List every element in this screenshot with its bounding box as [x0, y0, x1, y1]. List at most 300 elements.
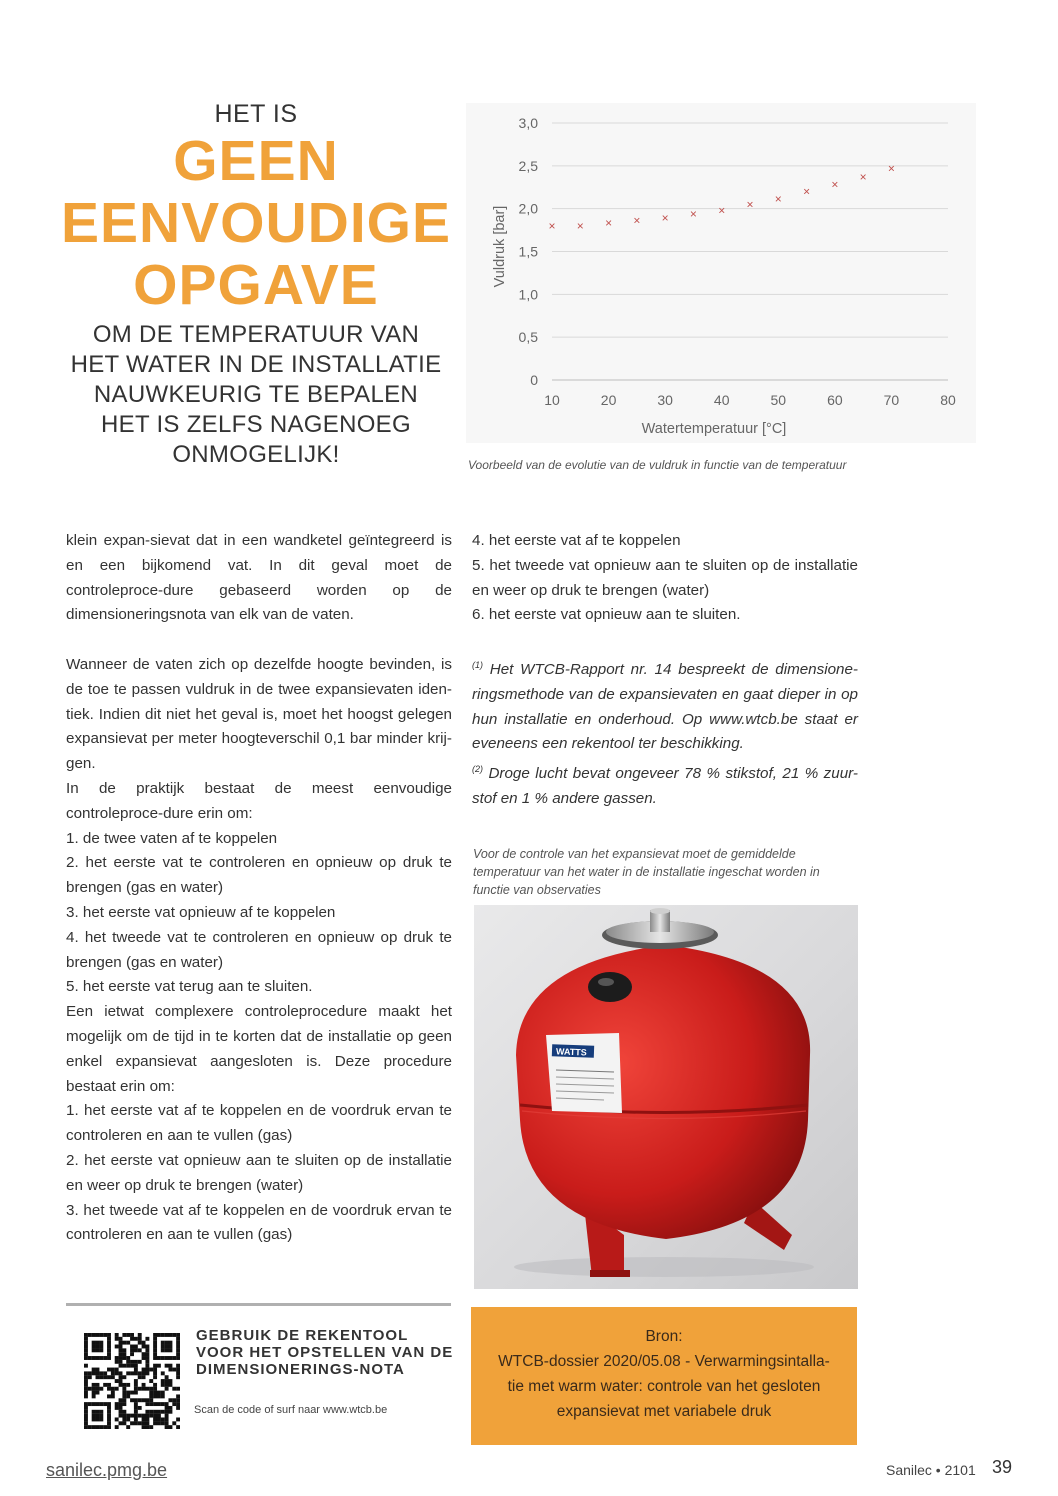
qr-module: [145, 1402, 149, 1406]
qr-module: [88, 1356, 92, 1360]
pull-quote-big-2: EENVOUDIGE: [60, 191, 452, 255]
qr-module: [92, 1417, 96, 1421]
qr-module: [165, 1425, 169, 1429]
qr-module: [107, 1410, 111, 1414]
list-item: 5. het eerste vat terug aan te sluiten.: [66, 978, 313, 996]
qr-module: [122, 1394, 126, 1398]
qr-module: [84, 1414, 88, 1418]
qr-module: [138, 1341, 142, 1345]
qr-module: [122, 1387, 126, 1391]
qr-module: [92, 1333, 96, 1337]
qr-module: [130, 1371, 134, 1375]
qr-module: [149, 1387, 153, 1391]
data-point: ×: [774, 192, 782, 207]
qr-module: [176, 1425, 180, 1429]
qr-module: [134, 1368, 138, 1372]
x-tick-label: 20: [600, 392, 617, 408]
qr-module: [92, 1383, 96, 1387]
qr-module: [99, 1341, 103, 1345]
data-point: ×: [576, 218, 584, 233]
qr-module: [122, 1414, 126, 1418]
qr-module: [153, 1421, 157, 1425]
qr-module: [119, 1352, 123, 1356]
qr-module: [153, 1414, 157, 1418]
qr-module: [130, 1352, 134, 1356]
qr-module: [130, 1360, 134, 1364]
qr-module: [142, 1352, 146, 1356]
qr-module: [149, 1379, 153, 1383]
qr-module: [122, 1352, 126, 1356]
source-colon: :: [678, 1328, 683, 1345]
qr-module: [142, 1375, 146, 1379]
qr-module: [92, 1410, 96, 1414]
source-heading: [471, 1324, 857, 1349]
qr-module: [92, 1371, 96, 1375]
pull-quote-big-3: OPGAVE: [133, 253, 379, 317]
footnote-mark: (1): [472, 659, 483, 670]
qr-module: [103, 1371, 107, 1375]
paragraph: In de praktijk bestaat de meest eenvoudige controleproce-dure erin om:: [66, 779, 452, 822]
qr-module: [119, 1379, 123, 1383]
x-tick-label: 60: [827, 392, 843, 408]
qr-module: [115, 1368, 119, 1372]
qr-module: [130, 1333, 134, 1337]
qr-module: [126, 1364, 130, 1368]
qr-module: [165, 1345, 169, 1349]
qr-module: [165, 1406, 169, 1410]
qr-module: [122, 1417, 126, 1421]
qr-module: [161, 1417, 165, 1421]
qr-module: [107, 1421, 111, 1425]
qr-module: [138, 1348, 142, 1352]
qr-module: [149, 1394, 153, 1398]
qr-module: [134, 1364, 138, 1368]
qr-module: [122, 1391, 126, 1395]
qr-module: [122, 1333, 126, 1337]
y-tick-label: 2,5: [518, 157, 538, 174]
qr-module: [92, 1394, 96, 1398]
qr-module: [115, 1379, 119, 1383]
qr-module: [161, 1371, 165, 1375]
qr-module: [107, 1394, 111, 1398]
qr-module: [157, 1421, 161, 1425]
qr-module: [84, 1391, 88, 1395]
list-item: 1. de twee vaten af te koppelen: [66, 829, 278, 847]
qr-module: [153, 1375, 157, 1379]
vessel-brand-label: WATTS: [555, 1046, 587, 1058]
qr-module: [88, 1402, 92, 1406]
qr-module: [92, 1345, 96, 1349]
qr-module: [134, 1398, 138, 1402]
qr-module: [145, 1345, 149, 1349]
qr-module: [157, 1356, 161, 1360]
qr-module: [149, 1425, 153, 1429]
qr-module: [142, 1425, 146, 1429]
qr-module: [145, 1356, 149, 1360]
qr-module: [153, 1371, 157, 1375]
qr-module: [138, 1375, 142, 1379]
qr-module: [84, 1341, 88, 1345]
qr-module: [165, 1410, 169, 1414]
qr-module: [84, 1421, 88, 1425]
qr-module: [119, 1410, 123, 1414]
qr-module: [176, 1345, 180, 1349]
qr-module: [122, 1410, 126, 1414]
qr-module: [126, 1417, 130, 1421]
qr-module: [168, 1383, 172, 1387]
qr-module: [168, 1333, 172, 1337]
qr-module: [99, 1371, 103, 1375]
qr-module: [99, 1387, 103, 1391]
qr-module: [119, 1371, 123, 1375]
qr-module: [145, 1410, 149, 1414]
expansion-vessel-photo: [474, 905, 858, 1289]
qr-module: [153, 1383, 157, 1387]
qr-module: [134, 1360, 138, 1364]
qr-module: [84, 1337, 88, 1341]
qr-module: [107, 1406, 111, 1410]
qr-module: [96, 1414, 100, 1418]
x-tick-label: 80: [940, 392, 956, 408]
qr-module: [115, 1406, 119, 1410]
qr-module: [161, 1379, 165, 1383]
qr-module: [126, 1333, 130, 1337]
list-item: 3. het tweede vat af te koppelen en de voordruk ervan te controleren en aan te vullen (gas): [66, 1201, 452, 1244]
qr-module: [99, 1402, 103, 1406]
x-tick-label: 10: [544, 392, 560, 408]
qr-module: [122, 1375, 126, 1379]
qr-module: [130, 1391, 134, 1395]
qr-module: [165, 1417, 169, 1421]
qr-module: [142, 1417, 146, 1421]
qr-module: [176, 1417, 180, 1421]
photo-caption: Voor de controle van het expansievat moet de gemiddelde temperatuur van het water in de installatie ingeschat worden in functie van observaties: [473, 847, 820, 897]
qr-module: [88, 1387, 92, 1391]
qr-module: [126, 1356, 130, 1360]
qr-module: [176, 1387, 180, 1391]
qr-module: [157, 1414, 161, 1418]
qr-module: [153, 1348, 157, 1352]
qr-module: [126, 1383, 130, 1387]
qr-module: [142, 1345, 146, 1349]
footnote-text: Het WTCB-Rapport nr. 14 bespreekt de dimensione-ringsmethode van de expansievaten en gaat dieper in op hun installatie en onderhoud. Op www.wtcb.be staat er eveneens een rekentool ter beschikking.: [472, 661, 858, 753]
qr-module: [96, 1391, 100, 1395]
qr-module: [161, 1421, 165, 1425]
qr-module: [84, 1406, 88, 1410]
qr-module: [145, 1425, 149, 1429]
qr-module: [138, 1371, 142, 1375]
data-point: ×: [718, 203, 726, 218]
qr-module: [119, 1337, 123, 1341]
qr-module: [103, 1425, 107, 1429]
qr-module: [165, 1348, 169, 1352]
qr-module: [145, 1368, 149, 1372]
qr-module: [96, 1383, 100, 1387]
qr-module: [119, 1360, 123, 1364]
qr-module: [115, 1371, 119, 1375]
pull-quote-intro: HET IS: [214, 100, 298, 128]
qr-module: [134, 1337, 138, 1341]
qr-module: [153, 1337, 157, 1341]
qr-module: [103, 1356, 107, 1360]
data-point: ×: [548, 218, 556, 233]
chart-caption: Voorbeeld van de evolutie van de vuldruk in functie van de temperatuur: [468, 458, 847, 472]
qr-module: [92, 1356, 96, 1360]
qr-module: [168, 1364, 172, 1368]
site-link[interactable]: sanilec.pmg.be: [46, 1460, 168, 1480]
qr-module: [126, 1341, 130, 1345]
qr-module: [96, 1402, 100, 1406]
qr-module: [107, 1345, 111, 1349]
qr-module: [96, 1341, 100, 1345]
qr-module: [107, 1333, 111, 1337]
qr-module: [153, 1352, 157, 1356]
qr-module: [142, 1387, 146, 1391]
qr-module: [107, 1356, 111, 1360]
qr-module: [99, 1414, 103, 1418]
qr-module: [172, 1333, 176, 1337]
qr-module: [176, 1352, 180, 1356]
qr-module: [119, 1406, 123, 1410]
qr-module: [92, 1425, 96, 1429]
qr-module: [165, 1383, 169, 1387]
qr-module: [157, 1394, 161, 1398]
qr-module: [165, 1414, 169, 1418]
qr-module: [142, 1356, 146, 1360]
qr-module: [138, 1421, 142, 1425]
qr-module: [165, 1333, 169, 1337]
qr-module: [153, 1417, 157, 1421]
qr-module: [149, 1414, 153, 1418]
qr-module: [88, 1371, 92, 1375]
data-point: ×: [746, 197, 754, 212]
qr-module: [122, 1341, 126, 1345]
qr-module: [126, 1394, 130, 1398]
qr-module: [126, 1371, 130, 1375]
qr-module: [88, 1425, 92, 1429]
paragraph: Wanneer de vaten zich op dezelfde hoogte bevinden, is de toe te passen vuldruk in de twee expansievaten iden-tiek. Indien dit niet het geval is, moet het hoogst gelegen expansievat per meter hoogteverschil 0,1 bar minder krij-gen.: [66, 655, 452, 773]
qr-module: [134, 1402, 138, 1406]
qr-module: [149, 1368, 153, 1372]
qr-module: [157, 1391, 161, 1395]
qr-module: [88, 1375, 92, 1379]
pull-quote-sub-3: NAUWKEURIG TE BEPALEN: [93, 381, 419, 408]
qr-module: [168, 1410, 172, 1414]
qr-module: [115, 1425, 119, 1429]
qr-module: [134, 1417, 138, 1421]
qr-module: [126, 1391, 130, 1395]
qr-module: [165, 1364, 169, 1368]
pull-quote-big-1: GEEN: [173, 129, 339, 193]
qr-module: [161, 1356, 165, 1360]
qr-module: [172, 1421, 176, 1425]
qr-module: [176, 1356, 180, 1360]
list-item: 6. het eerste vat opnieuw aan te sluiten.: [472, 606, 741, 624]
qr-module: [153, 1394, 157, 1398]
list-item: 2. het eerste vat te controleren en opnieuw op druk te brengen (gas en water): [66, 854, 452, 897]
qr-module: [176, 1394, 180, 1398]
qr-module: [111, 1387, 115, 1391]
x-tick-label: 30: [657, 392, 673, 408]
qr-module: [130, 1421, 134, 1425]
qr-module: [165, 1402, 169, 1406]
qr-module: [92, 1391, 96, 1395]
qr-module: [96, 1425, 100, 1429]
qr-module: [115, 1360, 119, 1364]
qr-module: [134, 1391, 138, 1395]
qr-text: Scan de code of surf naar www.wtcb.be: [194, 1404, 388, 1416]
qr-module: [153, 1368, 157, 1372]
qr-module: [157, 1417, 161, 1421]
qr-module: [145, 1414, 149, 1418]
qr-module: [149, 1398, 153, 1402]
qr-module: [96, 1356, 100, 1360]
qr-module: [134, 1410, 138, 1414]
qr-module: [84, 1417, 88, 1421]
qr-module: [107, 1341, 111, 1345]
page-number: 39: [992, 1457, 1013, 1477]
paragraph: Een ietwat complexere controleprocedure maakt het mogelijk om de tijd in te korten dat de installatie op geen enkel expansievat aangesloten is. Deze procedure bestaat erin om:: [66, 1003, 452, 1095]
qr-module: [92, 1368, 96, 1372]
qr-module: [122, 1402, 126, 1406]
qr-module: [145, 1371, 149, 1375]
qr-module: [107, 1375, 111, 1379]
qr-module: [111, 1391, 115, 1395]
qr-module: [96, 1348, 100, 1352]
qr-module: [107, 1337, 111, 1341]
qr-module: [168, 1341, 172, 1345]
qr-module: [84, 1410, 88, 1414]
qr-module: [119, 1364, 123, 1368]
qr-module: [142, 1371, 146, 1375]
list-item: 2. het eerste vat opnieuw aan te sluiten op de installatie en weer op druk te brengen (water): [66, 1151, 452, 1194]
qr-module: [176, 1371, 180, 1375]
qr-module: [153, 1345, 157, 1349]
qr-module: [161, 1402, 165, 1406]
qr-module: [168, 1379, 172, 1383]
qr-module: [96, 1371, 100, 1375]
qr-module: [115, 1417, 119, 1421]
qr-module: [134, 1421, 138, 1425]
qr-module: [172, 1356, 176, 1360]
qr-module: [122, 1364, 126, 1368]
list-item: 4. het eerste vat af te koppelen: [472, 532, 681, 549]
qr-module: [99, 1410, 103, 1414]
qr-module: [88, 1333, 92, 1337]
qr-module: [176, 1333, 180, 1337]
qr-module: [165, 1379, 169, 1383]
qr-module: [130, 1348, 134, 1352]
pull-quote-sub-2: HET WATER IN DE INSTALLATIE: [70, 351, 442, 378]
qr-module: [96, 1345, 100, 1349]
y-tick-label: 1,0: [518, 286, 538, 303]
qr-module: [157, 1410, 161, 1414]
qr-module: [119, 1356, 123, 1360]
qr-module: [153, 1333, 157, 1337]
expansion-vessel-illustration: [474, 905, 858, 1289]
qr-module: [119, 1421, 123, 1425]
magazine-issue: Sanilec • 2101: [886, 1462, 976, 1478]
qr-module: [126, 1425, 130, 1429]
qr-module: [111, 1375, 115, 1379]
qr-module: [107, 1414, 111, 1418]
qr-module: [168, 1398, 172, 1402]
qr-module: [134, 1414, 138, 1418]
qr-module: [168, 1368, 172, 1372]
qr-module: [134, 1348, 138, 1352]
qr-module: [161, 1345, 165, 1349]
qr-module: [130, 1345, 134, 1349]
x-axis-label: Watertemperatuur [°C]: [641, 421, 787, 437]
qr-module: [96, 1417, 100, 1421]
qr-module: [107, 1402, 111, 1406]
qr-module: [130, 1337, 134, 1341]
qr-module: [115, 1345, 119, 1349]
qr-module: [153, 1387, 157, 1391]
qr-module: [96, 1375, 100, 1379]
qr-module: [172, 1398, 176, 1402]
footnote: [472, 757, 858, 812]
y-tick-label: 2,0: [518, 200, 538, 217]
qr-module: [176, 1406, 180, 1410]
data-point: ×: [605, 216, 613, 231]
qr-code-icon[interactable]: [84, 1333, 180, 1429]
pull-quote-sub-5: ONMOGELIJK!: [172, 441, 340, 468]
qr-module: [99, 1345, 103, 1349]
qr-module: [107, 1417, 111, 1421]
body-column-left: [66, 529, 452, 1248]
list-item: 5. het tweede vat opnieuw aan te sluiten op de installatie en weer op druk te brengen (water): [472, 556, 858, 599]
qr-module: [145, 1387, 149, 1391]
qr-module: [84, 1425, 88, 1429]
qr-module: [84, 1394, 88, 1398]
qr-module: [145, 1398, 149, 1402]
qr-module: [134, 1379, 138, 1383]
qr-module: [172, 1387, 176, 1391]
qr-module: [96, 1410, 100, 1414]
chart-panel: [466, 103, 976, 443]
qr-module: [107, 1383, 111, 1387]
qr-module: [92, 1402, 96, 1406]
qr-module: [165, 1356, 169, 1360]
qr-module: [119, 1348, 123, 1352]
qr-module: [84, 1375, 88, 1379]
qr-module: [138, 1414, 142, 1418]
qr-module: [145, 1352, 149, 1356]
list-item: 1. het eerste vat af te koppelen en de voordruk ervan te controleren en aan te vullen (gas): [66, 1102, 452, 1145]
qr-module: [176, 1348, 180, 1352]
qr-module: [107, 1352, 111, 1356]
pull-quote-sub: [58, 320, 454, 470]
qr-module: [119, 1345, 123, 1349]
qr-module: [96, 1333, 100, 1337]
qr-module: [142, 1368, 146, 1372]
qr-module: [138, 1387, 142, 1391]
qr-module: [176, 1375, 180, 1379]
qr-module: [122, 1398, 126, 1402]
x-tick-label: 40: [713, 392, 730, 408]
qr-module: [107, 1348, 111, 1352]
qr-module: [84, 1383, 88, 1387]
body-column-right: [472, 529, 858, 812]
qr-module: [92, 1341, 96, 1345]
data-point: ×: [859, 169, 867, 184]
qr-module: [130, 1364, 134, 1368]
qr-module: [149, 1391, 153, 1395]
qr-module: [153, 1364, 157, 1368]
footnote: [472, 653, 858, 757]
list-item: 4. het tweede vat te controleren en opnieuw op druk te brengen (gas en water): [66, 928, 452, 971]
